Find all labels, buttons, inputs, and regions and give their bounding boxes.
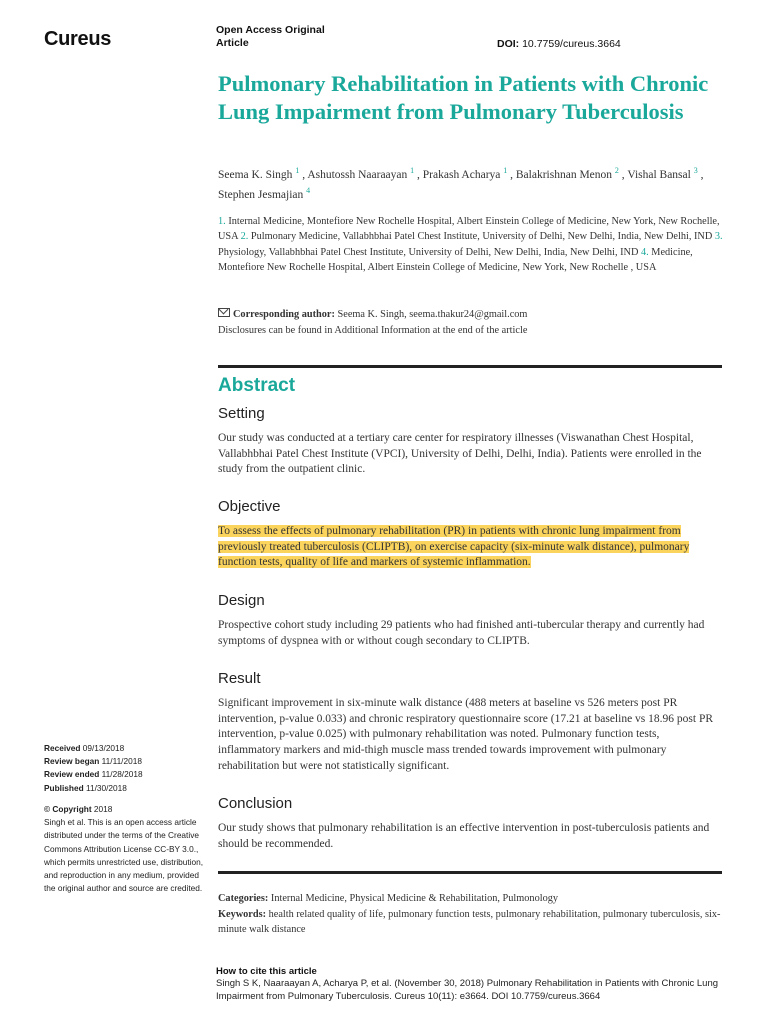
author-name[interactable]: Vishal Bansal [627,168,691,181]
license-text: Singh et al. This is an open access article distributed under the terms of the Creative Commons Attribution License CC-BY 3.0., which permits unrestricted use, distribution, and reproduction in any medium, provided the original author and source are credited. [44,817,204,894]
result-paragraph: Significant improvement in six-minute walk distance (488 meters at baseline vs 526 meters post PR intervention, p-value 0.033) and chronic respiratory questionnaire score (17.21 at baseline vs 18.96 post PR intervention, p-value 0.025) with pulmonary rehabilitation was noted. Pulmonary function tests, inflammatory markers and mid-thigh muscle mass trended towards improvement with pulmonary rehabilitation but were not statistically significant. [218,697,714,772]
corresponding-author-label: Corresponding author: [233,309,335,320]
article-title: Pulmonary Rehabilitation in Patients with Chronic Lung Impairment from Pulmonary Tuberculosis [218,71,709,124]
envelope-icon [218,308,230,317]
keywords-label: Keywords: [218,908,267,920]
published-label: Published [44,782,84,793]
categories-value: Internal Medicine, Physical Medicine & Rehabilitation, Pulmonology [270,893,559,904]
keywords-value: health related quality of life, pulmonary function tests, pulmonary rehabilitation, pulmonary tuberculosis, six-minute walk distance [218,908,721,935]
setting-paragraph: Our study was conducted at a tertiary care center for respiratory illnesses (Viswanathan Chest Hospital, Vallabhbhai Patel Chest Institute (VPCI), University of Delhi, Delhi, India). Patients were enrolled in the study from the outpatient clinic. [218,432,702,476]
corresponding-author-block [218,307,723,339]
affiliation-text: Internal Medicine, Montefiore New Rochelle Hospital, Albert Einstein College of Medicine, New York, New Rochelle, USA [218,216,720,243]
objective-highlighted-text: To assess the effects of pulmonary rehabilitation (PR) in patients with chronic lung impairment from previously treated tuberculosis (CLIPTB), on exercise capacity (six-minute walk distance), pulmonary function tests, quality of life and markers of systemic inflammation. [218,525,690,569]
author-name[interactable]: Prakash Acharya [422,168,501,181]
published-date: 11/30/2018 [85,782,127,793]
setting-heading: Setting [218,405,265,422]
affiliation-number: 1. [218,216,226,227]
publication-dates [44,742,204,795]
copyright-label: © Copyright [44,804,92,814]
author-name[interactable]: Ashutossh Naaraayan [307,168,408,181]
corresponding-author-value[interactable]: Seema K. Singh, seema.thakur24@gmail.com [337,309,528,320]
author-affiliation: 2 [614,166,619,175]
conclusion-paragraph: Our study shows that pulmonary rehabilitation is an effective intervention in post-tuberculosis patients and should be recommended. [218,822,710,850]
objective-paragraph [218,524,723,571]
doi-value[interactable]: 10.7759/cureus.3664 [522,38,621,50]
copyright-block [44,803,204,895]
received-label: Received [44,743,81,753]
author-affiliation: 3 [693,166,698,175]
categories-label: Categories: [218,893,269,904]
received-date: 09/13/2018 [82,743,125,753]
author-affiliation: 1 [295,166,300,175]
citation-text: Singh S K, Naaraayan A, Acharya P, et al. (November 30, 2018) Pulmonary Rehabilitation in Patients with Chronic Lung Impairment from Pulmonary Tuberculosis. Cureus 10(11): e3664. DOI 10.7759/cureus.3664 [216,978,719,1002]
author-affiliation: 4 [306,185,311,195]
citation-heading: How to cite this article [216,966,317,977]
result-heading: Result [218,670,261,687]
article-type-line2: Article [216,37,249,49]
disclosure-note: Disclosures can be found in Additional Information at the end of the article [218,325,528,336]
doi [497,38,621,50]
review-ended-label: Review ended [44,769,100,780]
affiliation-text: Medicine, Montefiore New Rochelle Hospital, Albert Einstein College of Medicine, New York, New Rochelle , USA [218,246,693,274]
affiliation-number: 3. [714,231,723,243]
abstract-heading: Abstract [218,375,296,396]
design-heading: Design [218,592,265,609]
review-began-label: Review began [44,756,100,767]
affiliation-text: Physiology, Vallabhbhai Patel Chest Institute, University of Delhi, New Delhi, India, New Delhi, IND [218,246,639,258]
review-began-date: 11/11/2018 [101,756,142,767]
author-name[interactable]: Seema K. Singh [218,168,293,181]
review-ended-date: 11/28/2018 [101,769,143,780]
article-type-line1: Open Access Original [216,24,325,36]
conclusion-heading: Conclusion [218,795,293,812]
author-name[interactable]: Balakrishnan Menon [515,168,613,181]
article-type [216,24,325,50]
categories-block [218,891,723,938]
author-list: Seema K. Singh $^1$ , Ashutossh Naaraayan $^1$ , Prakash Acharya $^1$ , Balakrishnan Menon $^2$ , Vishal Bansal $^3$ , Stephen Jesmajian $^4$ [218,166,704,201]
divider [218,871,722,874]
affiliation-list [218,214,723,276]
affiliation-number: 2. [240,231,249,243]
design-paragraph: Prospective cohort study including 29 patients who had finished anti-tubercular therapy and currently had symptoms of dyspnea with or without cough secondary to CLIPTB. [218,619,705,647]
author-affiliation: 1 [503,166,508,175]
affiliation-number: 4. [640,246,649,258]
journal-logo: Cureus [44,28,112,50]
objective-heading: Objective [218,498,281,515]
author-affiliation: 1 [410,166,415,175]
author-name[interactable]: Stephen Jesmajian [218,188,304,201]
affiliation-text: Pulmonary Medicine, Vallabhbhai Patel Chest Institute, University of Delhi, New Delhi, India, New Delhi, IND [250,231,713,243]
divider [218,365,722,368]
copyright-year: 2018 [93,804,113,814]
doi-label: DOI: [497,38,520,50]
